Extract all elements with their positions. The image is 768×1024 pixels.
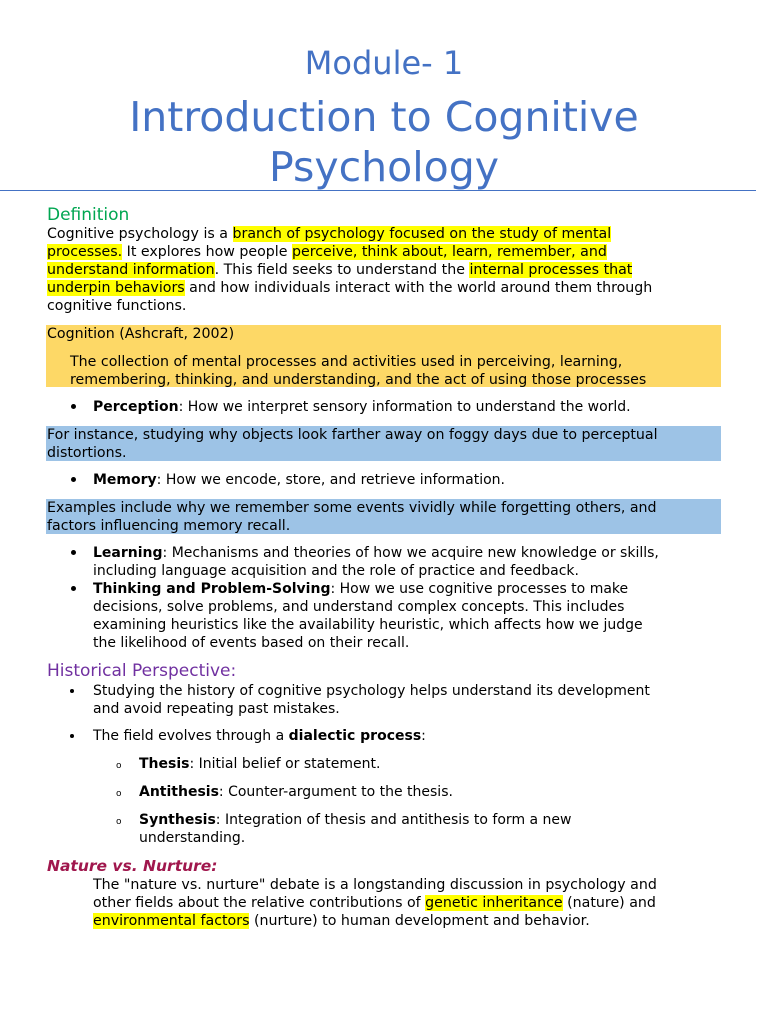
- dialectic-item: [93, 727, 426, 745]
- bullet-dot: [71, 404, 76, 409]
- text-span: It explores how people: [122, 244, 292, 260]
- text-line: The "nature vs. nurture" debate is a longstanding discussion in psychology and: [93, 877, 657, 893]
- bullet-dot: [70, 689, 74, 693]
- thinking-desc: : How we use cognitive processes to make: [330, 581, 629, 597]
- nature-paragraph: [93, 876, 753, 930]
- text-line: including language acquisition and the role of practice and feedback.: [93, 563, 579, 579]
- perception-item: [93, 398, 631, 416]
- learning-term: Learning: [93, 545, 163, 561]
- highlight: understand information: [47, 262, 215, 278]
- perception-example-box: [46, 426, 721, 461]
- definition-paragraph: [47, 225, 747, 315]
- text-line: examining heuristics like the availability heuristic, which affects how we judge: [93, 617, 643, 633]
- thesis-desc: : Initial belief or statement.: [189, 756, 381, 772]
- page-title: [0, 92, 768, 192]
- highlight: environmental factors: [93, 913, 250, 929]
- highlight: processes.: [47, 244, 123, 260]
- nature-heading: Nature vs. Nurture:: [47, 857, 218, 875]
- thinking-item: [93, 580, 753, 652]
- text-span: other fields about the relative contributions of: [93, 895, 426, 911]
- highlight: internal processes that: [469, 262, 633, 278]
- module-title: Module- 1: [304, 44, 464, 82]
- thesis-item: [139, 755, 380, 773]
- history-item: [93, 682, 753, 718]
- dialectic-term: dialectic process: [288, 728, 422, 744]
- text-line: the likelihood of events based on their recall.: [93, 635, 410, 651]
- definition-heading: Definition: [47, 205, 130, 225]
- synthesis-term: Synthesis: [139, 812, 216, 828]
- highlight: branch of psychology focused on the study of mental: [232, 226, 612, 242]
- text-line: For instance, studying why objects look farther away on foggy days due to perceptual: [47, 427, 658, 443]
- text-line: factors influencing memory recall.: [47, 518, 291, 534]
- bullet-dot: [70, 734, 74, 738]
- text-line: distortions.: [47, 445, 127, 461]
- text-line: cognitive functions.: [47, 298, 187, 314]
- memory-example-box: [46, 499, 721, 534]
- synthesis-desc: : Integration of thesis and antithesis to form a new: [215, 812, 572, 828]
- memory-item: [93, 471, 505, 489]
- title-line-1: Introduction to Cognitive: [129, 93, 639, 141]
- memory-desc: : How we encode, store, and retrieve information.: [156, 472, 506, 488]
- text-line: remembering, thinking, and understanding, and the act of using those processes: [70, 372, 647, 388]
- highlight: underpin behaviors: [47, 280, 185, 296]
- text-line: decisions, solve problems, and understand complex concepts. This includes: [93, 599, 625, 615]
- text-span: :: [421, 728, 426, 744]
- bullet-dot: [71, 550, 76, 555]
- text-line: Examples include why we remember some events vividly while forgetting others, and: [47, 500, 657, 516]
- title-line-2: Psychology: [268, 143, 499, 191]
- learning-item: [93, 544, 753, 580]
- highlight: perceive, think about, learn, remember, and: [291, 244, 607, 260]
- memory-term: Memory: [93, 472, 157, 488]
- sub-bullet-marker: o: [116, 817, 122, 827]
- thinking-term: Thinking and Problem-Solving: [93, 581, 331, 597]
- perception-term: Perception: [93, 399, 179, 415]
- cognition-label: Cognition (Ashcraft, 2002): [47, 326, 235, 342]
- perception-desc: : How we interpret sensory information to understand the world.: [178, 399, 631, 415]
- bullet-dot: [71, 586, 76, 591]
- cognition-definition: [70, 353, 730, 389]
- historical-heading: Historical Perspective:: [47, 661, 237, 681]
- synthesis-item: [139, 811, 739, 847]
- title-divider: [0, 190, 756, 191]
- text-line: Studying the history of cognitive psychology helps understand its development: [93, 683, 650, 699]
- sub-bullet-marker: o: [116, 761, 122, 771]
- text-line: The collection of mental processes and activities used in perceiving, learning,: [70, 354, 623, 370]
- text-span: and how individuals interact with the world around them through: [184, 280, 653, 296]
- text-line: and avoid repeating past mistakes.: [93, 701, 340, 717]
- highlight: genetic inheritance: [425, 895, 563, 911]
- sub-bullet-marker: o: [116, 789, 122, 799]
- antithesis-item: [139, 783, 453, 801]
- antithesis-term: Antithesis: [139, 784, 219, 800]
- text-span: Cognitive psychology is a: [47, 226, 233, 242]
- text-span: (nature) and: [562, 895, 656, 911]
- text-span: The field evolves through a: [93, 728, 289, 744]
- text-line: understanding.: [139, 830, 246, 846]
- text-span: (nurture) to human development and behavior.: [249, 913, 590, 929]
- bullet-dot: [71, 477, 76, 482]
- antithesis-desc: : Counter-argument to the thesis.: [218, 784, 453, 800]
- thesis-term: Thesis: [139, 756, 190, 772]
- text-span: . This field seeks to understand the: [214, 262, 470, 278]
- learning-desc: : Mechanisms and theories of how we acquire new knowledge or skills,: [162, 545, 659, 561]
